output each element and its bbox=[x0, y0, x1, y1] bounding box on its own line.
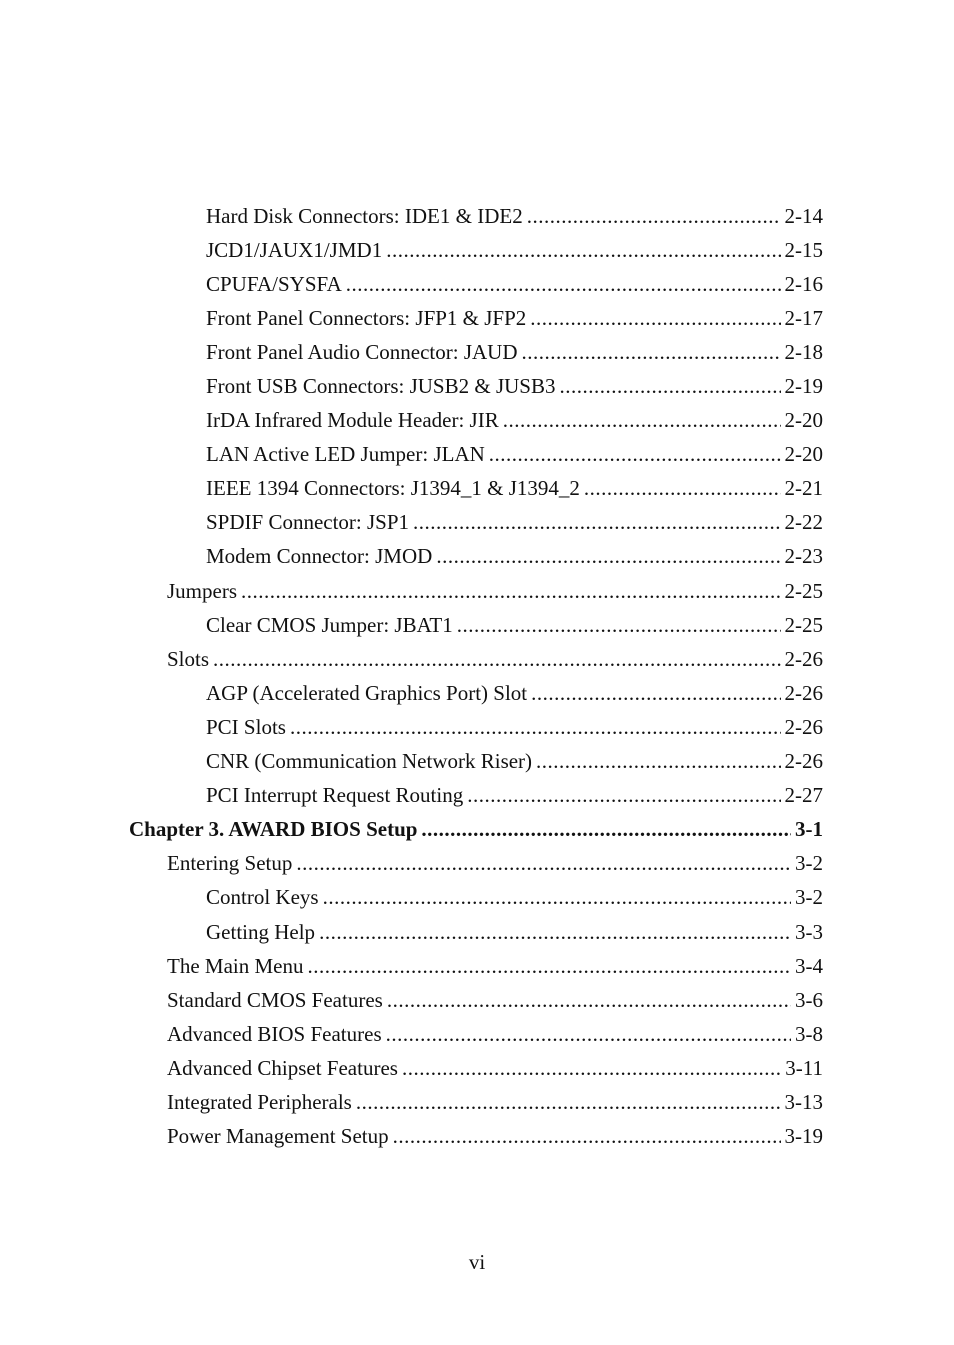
toc-entry bbox=[0, 949, 954, 983]
toc-entry bbox=[0, 199, 954, 233]
toc-entry-row bbox=[206, 510, 823, 535]
toc-entry-row bbox=[206, 920, 823, 945]
toc-entry-row bbox=[206, 374, 823, 399]
toc-entry bbox=[0, 335, 954, 369]
toc-entry-page: 2-26 bbox=[784, 714, 823, 739]
toc-entry-title: Getting Help bbox=[206, 919, 316, 944]
toc-entry-page: 2-19 bbox=[784, 374, 823, 399]
dot-leader bbox=[527, 204, 781, 229]
toc-entry bbox=[0, 472, 954, 506]
dot-leader bbox=[296, 851, 791, 876]
toc-entry-title: SPDIF Connector: JSP1 bbox=[206, 510, 410, 535]
dot-leader bbox=[584, 476, 781, 501]
toc-entry-page: 2-17 bbox=[784, 305, 823, 330]
dot-leader bbox=[457, 613, 781, 638]
dot-leader bbox=[536, 749, 780, 774]
toc-entry bbox=[0, 983, 954, 1017]
toc-entry-page: 3-11 bbox=[785, 1055, 823, 1080]
toc-entry-page: 3-19 bbox=[784, 1124, 823, 1149]
toc-entry bbox=[0, 233, 954, 267]
toc-entry-title: The Main Menu bbox=[167, 953, 304, 978]
dot-leader bbox=[436, 544, 780, 569]
toc-entry-row bbox=[167, 647, 823, 672]
toc-entry-title: Hard Disk Connectors: IDE1 & IDE2 bbox=[206, 203, 523, 228]
dot-leader bbox=[467, 783, 780, 808]
dot-leader bbox=[346, 272, 781, 297]
toc-entry-title: Front USB Connectors: JUSB2 & JUSB3 bbox=[206, 374, 556, 399]
toc-entry-page: 3-4 bbox=[795, 953, 823, 978]
toc-entry-page: 3-6 bbox=[795, 987, 823, 1012]
dot-leader bbox=[521, 340, 780, 365]
toc-entry-row bbox=[206, 681, 823, 706]
toc-entry bbox=[0, 779, 954, 813]
toc-entry bbox=[0, 540, 954, 574]
dot-leader bbox=[213, 647, 780, 672]
toc-entry-row bbox=[206, 340, 823, 365]
dot-leader bbox=[559, 374, 780, 399]
toc-entry-row bbox=[167, 1124, 823, 1149]
toc-entry bbox=[0, 438, 954, 472]
toc-entry-row bbox=[206, 544, 823, 569]
toc-entry-title: Control Keys bbox=[206, 885, 319, 910]
toc-entry bbox=[0, 574, 954, 608]
toc-entry-title: CNR (Communication Network Riser) bbox=[206, 749, 533, 774]
toc-entry-title: Power Management Setup bbox=[167, 1124, 389, 1149]
toc-entry-row bbox=[206, 238, 823, 263]
dot-leader bbox=[530, 306, 780, 331]
toc-entry-row bbox=[167, 988, 823, 1013]
toc-entry-title: Clear CMOS Jumper: JBAT1 bbox=[206, 612, 453, 637]
toc-entry-title: CPUFA/SYSFA bbox=[206, 271, 342, 296]
toc-entry-row bbox=[206, 613, 823, 638]
toc-entry-page: 3-3 bbox=[795, 919, 823, 944]
toc-entry-row bbox=[129, 817, 823, 842]
toc-entry-page: 2-26 bbox=[784, 646, 823, 671]
toc-entry-row bbox=[206, 442, 823, 467]
toc-entry-title: IrDA Infrared Module Header: JIR bbox=[206, 408, 499, 433]
toc-entry-row bbox=[206, 204, 823, 229]
toc-entry-title: Advanced BIOS Features bbox=[167, 1021, 382, 1046]
toc-entry-page: 2-26 bbox=[784, 680, 823, 705]
toc-entry-title: Standard CMOS Features bbox=[167, 987, 383, 1012]
toc-entry-title: Integrated Peripherals bbox=[167, 1089, 352, 1114]
toc-entry-page: 2-25 bbox=[784, 578, 823, 603]
toc-entry-page: 3-8 bbox=[795, 1021, 823, 1046]
toc-entry-row bbox=[206, 783, 823, 808]
toc-entry bbox=[0, 847, 954, 881]
dot-leader bbox=[241, 579, 781, 604]
toc-entry-page: 2-23 bbox=[784, 544, 823, 569]
dot-leader bbox=[386, 238, 780, 263]
dot-leader bbox=[319, 920, 791, 945]
toc-entry-page: 2-14 bbox=[784, 203, 823, 228]
toc-entry-page: 2-21 bbox=[784, 476, 823, 501]
toc-entry-title: AGP (Accelerated Graphics Port) Slot bbox=[206, 680, 528, 705]
toc-entry-page: 2-15 bbox=[784, 237, 823, 262]
toc-entry bbox=[0, 404, 954, 438]
toc-entry bbox=[0, 915, 954, 949]
dot-leader bbox=[489, 442, 781, 467]
toc-entry-title: Entering Setup bbox=[167, 851, 293, 876]
toc-entry-row bbox=[206, 749, 823, 774]
toc-entry-row bbox=[206, 272, 823, 297]
toc-entry-row bbox=[206, 306, 823, 331]
dot-leader bbox=[307, 954, 791, 979]
toc-entry-title: IEEE 1394 Connectors: J1394_1 & J1394_2 bbox=[206, 476, 580, 501]
toc-entry-title: Chapter 3. AWARD BIOS Setup bbox=[129, 817, 418, 842]
toc-entry bbox=[0, 369, 954, 403]
toc-entry-title: Front Panel Audio Connector: JAUD bbox=[206, 339, 518, 364]
toc-entry-title: Modem Connector: JMOD bbox=[206, 544, 433, 569]
toc-entry-title: LAN Active LED Jumper: JLAN bbox=[206, 442, 485, 467]
toc-entry-page: 3-13 bbox=[784, 1089, 823, 1114]
toc-entry-row bbox=[167, 851, 823, 876]
toc-entry-page: 3-2 bbox=[795, 851, 823, 876]
toc-entry-page: 2-27 bbox=[784, 783, 823, 808]
dot-leader bbox=[387, 988, 791, 1013]
toc-entry bbox=[0, 267, 954, 301]
toc-entry-page: 2-20 bbox=[784, 408, 823, 433]
dot-leader bbox=[421, 817, 791, 842]
toc-entry bbox=[0, 642, 954, 676]
toc-entry bbox=[0, 301, 954, 335]
toc-entry-row bbox=[206, 408, 823, 433]
dot-leader bbox=[531, 681, 780, 706]
dot-leader bbox=[393, 1124, 781, 1149]
toc-entry-row bbox=[167, 954, 823, 979]
table-of-contents bbox=[0, 199, 954, 1154]
dot-leader bbox=[323, 885, 791, 910]
toc-entry-page: 2-18 bbox=[784, 339, 823, 364]
toc-entry bbox=[0, 1051, 954, 1085]
toc-entry-row bbox=[167, 1022, 823, 1047]
toc-entry-page: 3-1 bbox=[795, 817, 823, 842]
dot-leader bbox=[413, 510, 780, 535]
toc-entry bbox=[0, 506, 954, 540]
toc-entry bbox=[0, 676, 954, 710]
toc-entry-page: 2-22 bbox=[784, 510, 823, 535]
toc-entry bbox=[0, 1085, 954, 1119]
toc-entry-row bbox=[206, 715, 823, 740]
toc-entry bbox=[0, 881, 954, 915]
toc-entry-title: Front Panel Connectors: JFP1 & JFP2 bbox=[206, 305, 527, 330]
dot-leader bbox=[356, 1090, 781, 1115]
toc-entry-row bbox=[167, 579, 823, 604]
toc-entry-title: Advanced Chipset Features bbox=[167, 1055, 398, 1080]
toc-entry bbox=[0, 1017, 954, 1051]
dot-leader bbox=[503, 408, 781, 433]
page-number: vi bbox=[468, 1250, 486, 1274]
toc-entry-title: PCI Slots bbox=[206, 714, 286, 739]
toc-entry-title: PCI Interrupt Request Routing bbox=[206, 783, 464, 808]
toc-entry-page: 3-2 bbox=[795, 885, 823, 910]
dot-leader bbox=[386, 1022, 791, 1047]
toc-entry-page: 2-20 bbox=[784, 442, 823, 467]
toc-entry bbox=[0, 745, 954, 779]
toc-entry-page: 2-16 bbox=[784, 271, 823, 296]
toc-entry-row bbox=[206, 476, 823, 501]
toc-entry-title: Slots bbox=[167, 646, 210, 671]
toc-entry-page: 2-26 bbox=[784, 749, 823, 774]
toc-entry bbox=[0, 1120, 954, 1154]
toc-entry-page: 2-25 bbox=[784, 612, 823, 637]
toc-entry bbox=[0, 813, 954, 847]
toc-entry-row bbox=[206, 885, 823, 910]
toc-entry-row bbox=[167, 1056, 823, 1081]
toc-entry-title: JCD1/JAUX1/JMD1 bbox=[206, 237, 383, 262]
toc-entry-title: Jumpers bbox=[167, 578, 237, 603]
dot-leader bbox=[402, 1056, 781, 1081]
toc-entry-row bbox=[167, 1090, 823, 1115]
toc-entry bbox=[0, 710, 954, 744]
toc-entry bbox=[0, 608, 954, 642]
dot-leader bbox=[290, 715, 781, 740]
